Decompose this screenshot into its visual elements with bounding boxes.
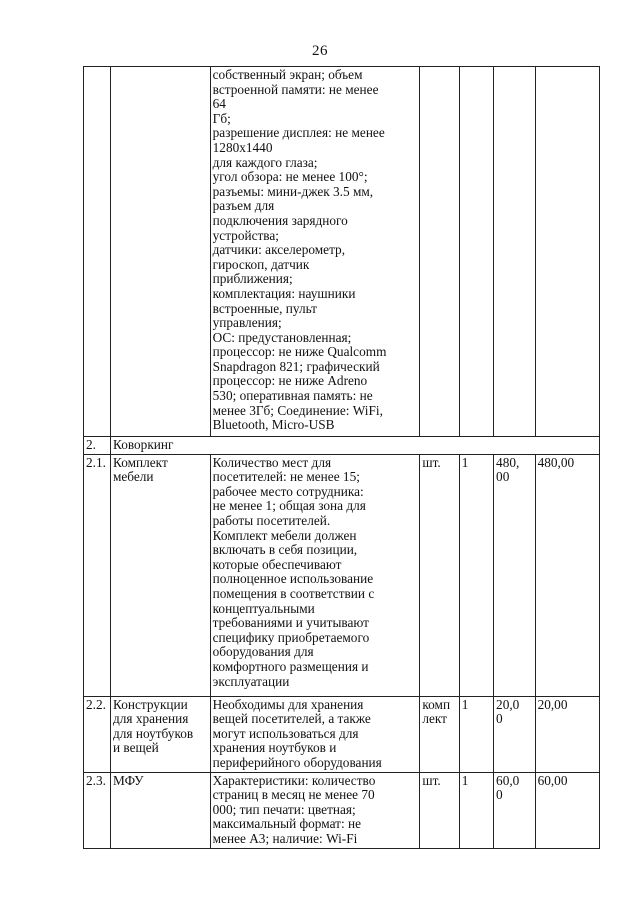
cell-number: 2.2. <box>84 696 111 772</box>
name-line: для ноутбуков <box>112 725 194 741</box>
cell-price <box>494 454 536 696</box>
description-line: Комплект мебели должен <box>212 527 357 543</box>
cell-description <box>210 67 420 437</box>
description-line: могут использоваться для <box>212 725 359 741</box>
description-line: 1280x1440 <box>212 139 273 155</box>
description-line: подключения зарядного <box>212 212 348 228</box>
description-line: процессор: не ниже Qualcomm <box>212 344 387 360</box>
specification-table <box>83 66 600 849</box>
cell-unit <box>420 772 459 848</box>
description-line: периферийного оборудования <box>212 754 382 770</box>
cell-total: 480,00 <box>535 454 599 696</box>
description-line: Гб; <box>212 110 231 126</box>
description-line: встроенной памяти: не менее <box>212 81 379 97</box>
price-line: 60,0 <box>496 772 520 788</box>
description-line: концептуальными <box>212 600 315 616</box>
description-line: разрешение дисплея: не менее <box>212 125 385 141</box>
description-line: встроенные, пульт <box>212 300 317 316</box>
description-line: полноценное использование <box>212 571 374 587</box>
cell-name <box>110 696 210 772</box>
cell-unit <box>420 454 459 696</box>
description-line: помещения в соответствии с <box>212 585 375 601</box>
cell-quantity <box>459 67 493 437</box>
cell-price <box>494 67 536 437</box>
description-line: требованиями и учитывают <box>212 615 369 631</box>
cell-name <box>110 772 210 848</box>
cell-quantity: 1 <box>459 772 493 848</box>
description-line: 000; тип печати: цветная; <box>212 801 356 817</box>
description-line: разъемы: мини-джек 3.5 мм, <box>212 183 374 199</box>
description-line: ОС: предустановленная; <box>212 329 352 345</box>
description-line: вещей посетителей, а также <box>212 711 371 727</box>
cell-quantity: 1 <box>459 454 493 696</box>
cell-name <box>110 454 210 696</box>
unit-line: комп <box>422 696 451 712</box>
description-line: Характеристики: количество <box>212 772 376 788</box>
description-line: Snapdragon 821; графический <box>212 358 380 374</box>
description-line: приближения; <box>212 271 293 287</box>
cell-price <box>494 696 536 772</box>
unit-line: лект <box>422 711 447 727</box>
description-line: угол обзора: не менее 100°; <box>212 169 368 185</box>
description-line: комфортного размещения и <box>212 658 369 674</box>
page-number: 26 <box>312 43 328 59</box>
description-line: разъем для <box>212 198 275 214</box>
cell-unit <box>420 67 459 437</box>
cell-number <box>84 67 111 437</box>
description-line: оборудования для <box>212 644 314 660</box>
description-line: менее А3; наличие: Wi-Fi <box>212 830 358 846</box>
description-line: Количество мест для <box>212 454 332 470</box>
description-line: не менее 1; общая зона для <box>212 498 366 514</box>
cell-price <box>494 772 536 848</box>
description-line: 530; оперативная память: не <box>212 388 373 404</box>
description-line: датчики: акселерометр, <box>212 242 346 258</box>
cell-quantity: 1 <box>459 696 493 772</box>
section-number: 2. <box>84 437 111 455</box>
cell-number: 2.1. <box>84 454 111 696</box>
name-line: и вещей <box>112 740 159 756</box>
description-line: хранения ноутбуков и <box>212 740 337 756</box>
description-line: собственный экран; объем <box>212 67 363 82</box>
unit-line: шт. <box>422 772 441 788</box>
section-title: Коворкинг <box>110 437 599 455</box>
section-row <box>84 437 600 455</box>
description-line: эксплуатации <box>212 673 290 689</box>
description-line: максимальный формат: не <box>212 816 361 832</box>
cell-description <box>210 454 420 696</box>
description-line: Необходимы для хранения <box>212 696 364 712</box>
price-line: 0 <box>496 787 503 803</box>
name-line: мебели <box>112 469 154 485</box>
cell-description <box>210 696 420 772</box>
price-line: 20,0 <box>496 696 520 712</box>
description-line: посетителей: не менее 15; <box>212 469 360 485</box>
unit-line: шт. <box>422 454 441 470</box>
cell-total: 20,00 <box>535 696 599 772</box>
cell-name <box>110 67 210 437</box>
price-line: 0 <box>496 711 503 727</box>
description-line: для каждого глаза; <box>212 154 318 170</box>
price-line: 00 <box>496 469 510 485</box>
cell-total <box>535 67 599 437</box>
description-line: устройства; <box>212 227 279 243</box>
description-line: комплектация: наушники <box>212 285 356 301</box>
price-line: 480, <box>496 454 520 470</box>
name-line: Конструкции <box>112 696 188 712</box>
table-row-continued <box>84 67 600 437</box>
cell-number: 2.3. <box>84 772 111 848</box>
description-line: процессор: не ниже Adreno <box>212 373 368 389</box>
description-line: рабочее место сотрудника: <box>212 483 364 499</box>
cell-total: 60,00 <box>535 772 599 848</box>
cell-description <box>210 772 420 848</box>
table-row <box>84 772 600 848</box>
table-row <box>84 454 600 696</box>
description-line: управления; <box>212 315 282 331</box>
description-line: страниц в месяц не менее 70 <box>212 787 375 803</box>
description-line: Bluetooth, Micro-USB <box>212 417 335 433</box>
description-line: менее 3Гб; Соединение: WiFi, <box>212 402 383 418</box>
table-row <box>84 696 600 772</box>
description-line: которые обеспечивают <box>212 556 342 572</box>
description-line: работы посетителей. <box>212 512 331 528</box>
description-line: специфику приобретаемого <box>212 629 370 645</box>
cell-unit <box>420 696 459 772</box>
name-line: МФУ <box>112 772 144 788</box>
name-line: для хранения <box>112 711 189 727</box>
description-line: гироскоп, датчик <box>212 256 310 272</box>
description-line: 64 <box>212 96 226 112</box>
name-line: Комплект <box>112 454 168 470</box>
description-line: включать в себя позиции, <box>212 542 358 558</box>
